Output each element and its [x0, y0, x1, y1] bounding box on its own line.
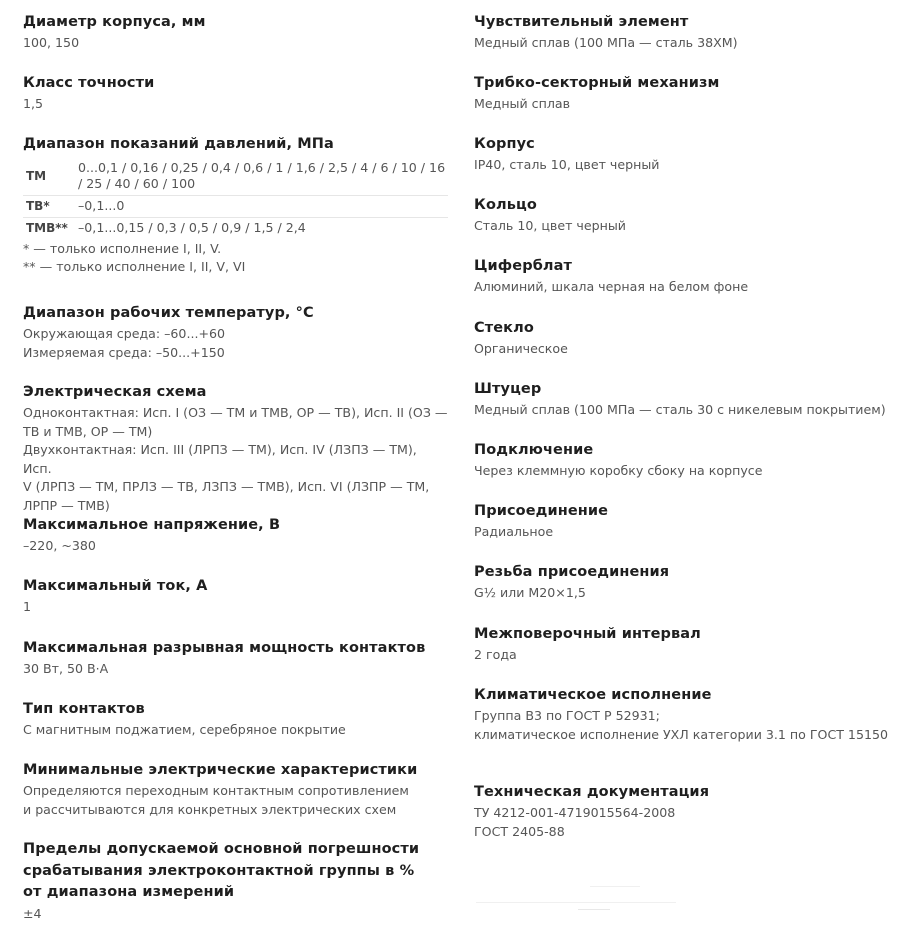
- spec-value: Органическое: [474, 341, 568, 356]
- spec-fitting: [474, 379, 894, 420]
- spec-ring: [474, 195, 894, 236]
- spec-value: [23, 782, 448, 819]
- spec-value: 100, 150: [23, 35, 80, 50]
- spec-value: 1: [23, 599, 32, 614]
- spec-thread: [474, 562, 894, 603]
- spec-contact-type: [23, 699, 448, 740]
- spec-max-voltage: [23, 515, 448, 556]
- value-line: Окружающая среда: –60...+60: [23, 326, 226, 341]
- spec-title: Корпус: [474, 136, 535, 152]
- spec-title: Техническая документация: [474, 784, 710, 800]
- spec-interval: [474, 624, 894, 665]
- faded-divider: [590, 886, 640, 887]
- spec-title: Максимальное напряжение, В: [23, 517, 281, 533]
- spec-electric-circuit: [23, 382, 448, 515]
- range-value: –0,1...0,15 / 0,3 / 0,5 / 0,9 / 1,5 / 2,4: [76, 218, 448, 240]
- spec-title: Диапазон рабочих температур, °С: [23, 305, 314, 321]
- spec-title: Максимальная разрывная мощность контактов: [23, 640, 426, 656]
- spec-tech-docs: [474, 782, 894, 841]
- range-key: ТВ*: [23, 196, 76, 218]
- spec-dial: [474, 256, 894, 297]
- spec-title: Подключение: [474, 442, 594, 458]
- value-line: Двухконтактная: Исп. III (ЛРПЗ — ТМ), Исп. IV (ЛЗПЗ — ТМ), Исп.: [23, 442, 417, 476]
- table-row: [23, 158, 448, 196]
- value-line: V (ЛРПЗ — ТМ, ПРЛЗ — ТВ, ЛЗПЗ — ТМВ), Исп. VI (ЛЗПР — ТМ,: [23, 479, 430, 494]
- spec-accuracy: [23, 73, 448, 114]
- table-row: [23, 196, 448, 218]
- spec-temperature: [23, 303, 448, 362]
- spec-climate: [474, 685, 894, 744]
- spec-pressure-range: [23, 134, 448, 276]
- spec-title: [23, 839, 448, 904]
- title-line: срабатывания электроконтактной группы в %: [23, 862, 415, 879]
- value-line: ЛРПР — ТМВ): [23, 497, 110, 513]
- spec-value: G½ или М20×1,5: [474, 585, 586, 600]
- value-line: ГОСТ 2405-88: [474, 823, 565, 839]
- spec-value: Медный сплав (100 МПа — сталь 38ХМ): [474, 35, 738, 50]
- spec-title: Присоединение: [474, 503, 609, 519]
- spec-title: Диапазон показаний давлений, МПа: [23, 136, 334, 152]
- value-line: ТВ и ТМВ, ОР — ТМ): [23, 423, 153, 439]
- range-key: ТМВ**: [23, 218, 76, 240]
- table-row: [23, 218, 448, 240]
- footnotes: [23, 240, 448, 276]
- spec-value: –220, ~380: [23, 538, 96, 553]
- value-line: Определяются переходным контактным сопротивлением: [23, 783, 409, 798]
- spec-value: 2 года: [474, 647, 517, 662]
- value-line: ТУ 4212-001-4719015564-2008: [474, 805, 676, 820]
- spec-title: Максимальный ток, А: [23, 578, 208, 594]
- spec-value: Через клеммную коробку сбоку на корпусе: [474, 463, 763, 478]
- spec-title: Трибко-секторный механизм: [474, 75, 720, 91]
- spec-title: Чувствительный элемент: [474, 14, 689, 30]
- spec-housing: [474, 134, 894, 175]
- spec-value: [474, 707, 894, 744]
- faded-divider: [578, 909, 610, 910]
- spec-title: Резьба присоединения: [474, 564, 670, 580]
- pressure-range-table: [23, 158, 448, 239]
- spec-value: IP40, сталь 10, цвет черный: [474, 157, 660, 172]
- footnote: * — только исполнение I, II, V.: [23, 241, 222, 256]
- spec-title: Межповерочный интервал: [474, 626, 701, 642]
- spec-title: Минимальные электрические характеристики: [23, 762, 418, 778]
- spec-value: Радиальное: [474, 524, 554, 539]
- spec-value: Медный сплав (100 МПа — сталь 30 с никелевым покрытием): [474, 402, 886, 417]
- spec-min-electric: [23, 760, 448, 819]
- title-line: Пределы допускаемой основной погрешности: [23, 841, 420, 857]
- spec-title: Диаметр корпуса, мм: [23, 14, 206, 30]
- spec-title: Штуцер: [474, 381, 542, 397]
- spec-value: Медный сплав: [474, 96, 571, 111]
- faded-divider: [476, 902, 676, 903]
- range-key: ТМ: [26, 169, 47, 183]
- value-line: Измеряемая среда: –50...+150: [23, 344, 225, 360]
- spec-max-current: [23, 576, 448, 617]
- spec-title: Тип контактов: [23, 701, 145, 717]
- spec-value: ±4: [23, 905, 42, 921]
- range-value: –0,1...0: [76, 196, 448, 218]
- spec-value: С магнитным поджатием, серебряное покрытие: [23, 722, 346, 737]
- spec-breaking-power: [23, 638, 448, 679]
- footnote: ** — только исполнение I, II, V, VI: [23, 259, 246, 274]
- spec-mounting: [474, 501, 894, 542]
- spec-title: Стекло: [474, 320, 534, 336]
- spec-error-limits: [23, 839, 448, 923]
- spec-connection: [474, 440, 894, 481]
- spec-value: [23, 404, 448, 515]
- spec-title: Электрическая схема: [23, 384, 207, 400]
- spec-value: Сталь 10, цвет черный: [474, 218, 626, 233]
- spec-value: [23, 325, 448, 362]
- spec-mechanism: [474, 73, 894, 114]
- spec-sensor: [474, 12, 894, 53]
- spec-glass: [474, 318, 894, 359]
- value-line: климатическое исполнение УХЛ категории 3.1 по ГОСТ 15150: [474, 726, 888, 742]
- spec-title: Циферблат: [474, 258, 573, 274]
- spec-value: Алюминий, шкала черная на белом фоне: [474, 279, 749, 294]
- range-value: 0...0,1 / 0,16 / 0,25 / 0,4 / 0,6 / 1 / 1,6 / 2,5 / 4 / 6 / 10 / 16 / 25 / 40 / 60 / 100: [78, 160, 446, 191]
- title-line: от диапазона измерений: [23, 884, 235, 900]
- spec-value: [474, 804, 894, 841]
- spec-value: 30 Вт, 50 В·А: [23, 661, 109, 676]
- spec-diameter: [23, 12, 448, 53]
- spec-title: Класс точности: [23, 75, 155, 91]
- spec-title: Климатическое исполнение: [474, 687, 712, 703]
- spec-value: 1,5: [23, 96, 44, 111]
- value-line: Группа В3 по ГОСТ Р 52931;: [474, 708, 660, 723]
- spec-title: Кольцо: [474, 197, 537, 213]
- value-line: Одноконтактная: Исп. I (ОЗ — ТМ и ТМВ, ОР — ТВ), Исп. II (ОЗ —: [23, 405, 448, 420]
- value-line: и рассчитываются для конкретных электрических схем: [23, 801, 397, 817]
